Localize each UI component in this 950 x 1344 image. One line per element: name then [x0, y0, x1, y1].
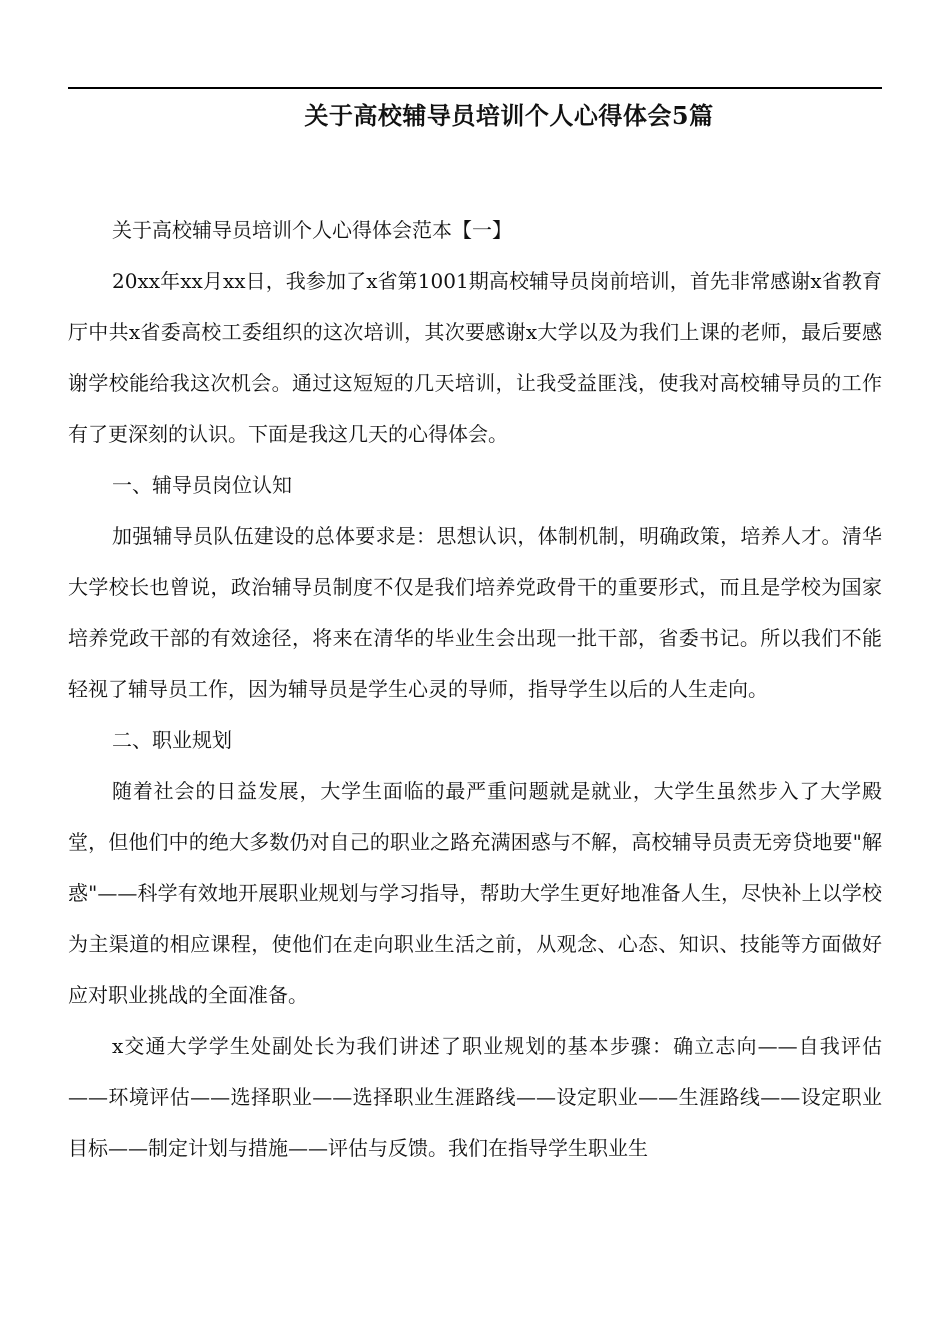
paragraph: 随着社会的日益发展，大学生面临的最严重问题就是就业，大学生虽然步入了大学殿堂，但他们中的绝大多数仍对自己的职业之路充满困惑与不解，高校辅导员责无旁贷地要"解惑"——科学有效地开展职业规划与学习指导，帮助大学生更好地准备人生，尽快补上以学校为主渠道的相应课程，使他们在走向职业生活之前，从观念、心态、知识、技能等方面做好应对职业挑战的全面准备。 [68, 779, 882, 1007]
header-rule [68, 87, 882, 89]
document-body [68, 205, 882, 1174]
section-heading: 关于高校辅导员培训个人心得体会范本【一】 [112, 218, 512, 242]
paragraph: 加强辅导员队伍建设的总体要求是：思想认识，体制机制，明确政策，培养人才。清华大学校长也曾说，政治辅导员制度不仅是我们培养党政骨干的重要形式，而且是学校为国家培养党政干部的有效途径，将来在清华的毕业生会出现一批干部，省委书记。所以我们不能轻视了辅导员工作，因为辅导员是学生心灵的导师，指导学生以后的人生走向。 [68, 524, 882, 701]
section-heading: 一、辅导员岗位认知 [112, 473, 292, 497]
paragraph: x交通大学学生处副处长为我们讲述了职业规划的基本步骤：确立志向——自我评估——环境评估——选择职业——选择职业生涯路线——设定职业——生涯路线——设定职业目标——制定计划与措施——评估与反馈。我们在指导学生职业生 [68, 1034, 882, 1160]
document-title: 关于高校辅导员培训个人心得体会5篇 [304, 101, 714, 130]
paragraph: 20xx年xx月xx日，我参加了x省第1001期高校辅导员岗前培训，首先非常感谢x省教育厅中共x省委高校工委组织的这次培训，其次要感谢x大学以及为我们上课的老师，最后要感谢学校能给我这次机会。通过这短短的几天培训，让我受益匪浅，使我对高校辅导员的工作有了更深刻的认识。下面是我这几天的心得体会。 [68, 269, 882, 446]
section-heading: 二、职业规划 [112, 728, 232, 752]
